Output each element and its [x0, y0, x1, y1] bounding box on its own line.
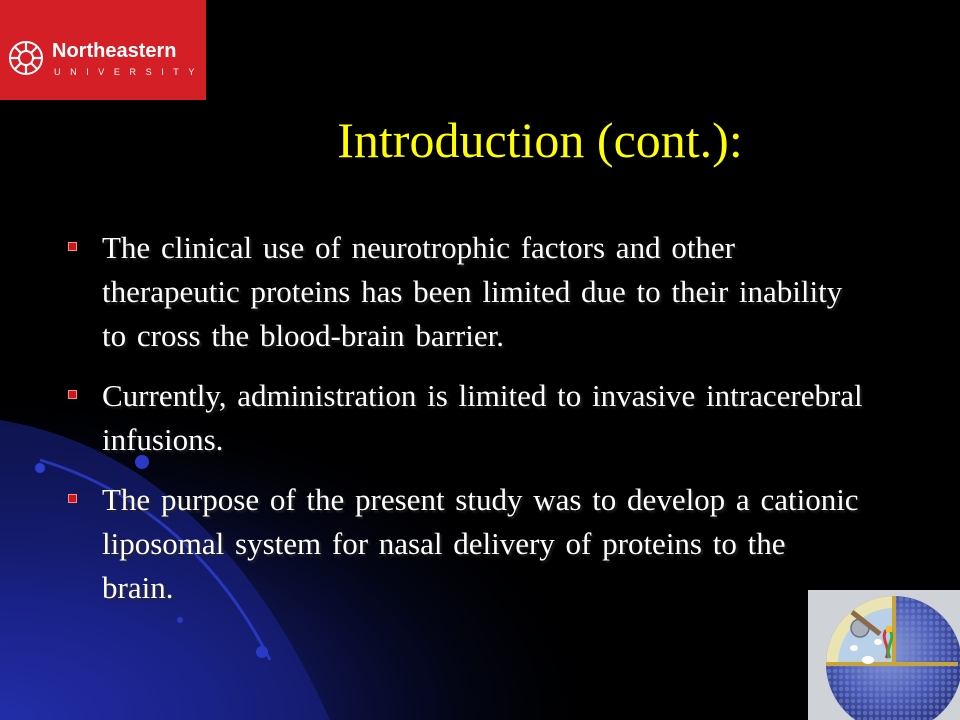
- bullet-text: The clinical use of neurotrophic factors and other therapeutic proteins has been limited due to their inability to cross the blood-brain barrier.: [102, 230, 843, 353]
- bullet-text: Currently, administration is limited to invasive intracerebral infusions.: [102, 378, 863, 457]
- logo-subtitle: UNIVERSITY: [54, 67, 205, 77]
- bullet-item: [64, 478, 864, 610]
- bullet-item: [64, 226, 864, 358]
- logo-name: Northeastern: [52, 40, 177, 62]
- northeastern-seal-icon: [8, 40, 44, 76]
- bullet-item: [64, 374, 864, 462]
- liposome-cross-section-icon: [808, 590, 960, 720]
- bullet-marker-icon: [68, 390, 77, 399]
- bullet-marker-icon: [68, 242, 77, 251]
- bullet-text: The purpose of the present study was to develop a cationic liposomal system for nasal delivery of proteins to the brain.: [102, 482, 859, 605]
- bullet-marker-icon: [68, 494, 77, 503]
- bullet-list: [64, 226, 864, 626]
- slide-title: Introduction (cont.):: [337, 112, 743, 168]
- liposome-illustration: [808, 590, 960, 720]
- university-logo: [0, 0, 206, 100]
